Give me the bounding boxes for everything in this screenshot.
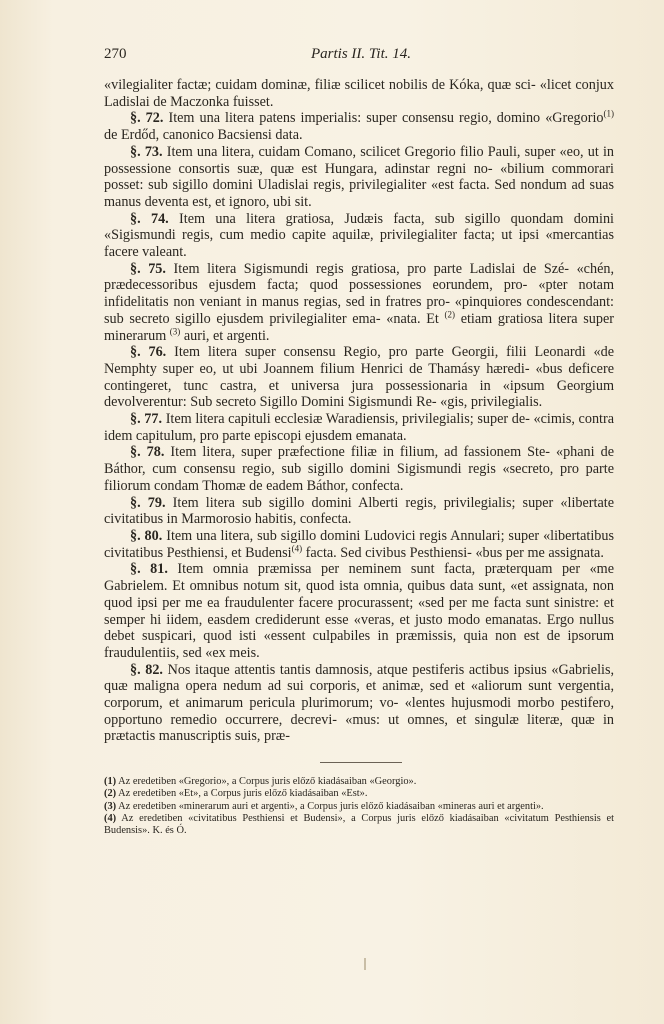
paragraph-74: §. 74. Item una litera gratiosa, Judæis facta, sub sigillo quondam domini «Sigismundi regis, cum medio capite aquilæ, privilegialiter facta; ut ipsi «mercantias facere valeant. — [104, 210, 614, 261]
paragraph-82: §. 82. Nos itaque attentis tantis damnosis, atque pestiferis actibus ipsius «Gabrielis, quæ maligna opera nedum ad sui corporis, et animæ, sed et «aliorum sunt vergentia, corporum, et animarum pericula plurimorum; vo- «lentes hujusmodi morbo pestifero, opportuno remedio occurrere, decrevi- «mus: ut omnes, et singulæ literæ, quæ in prætactis manuscriptis suis, præ- — [104, 661, 615, 745]
footnote-ref[interactable]: (2) — [444, 309, 455, 320]
section-number: §. 73. — [130, 143, 163, 160]
footnote-ref[interactable]: (4) — [291, 542, 303, 553]
paragraph-continuation: «vilegialiter factæ; cuidam dominæ, filiæ scilicet nobilis de Kóka, quæ sci- «licet conjux Ladislai de Maczonka fuisset. — [104, 77, 614, 110]
running-header — [104, 46, 618, 63]
paragraph-81: §. 81. Item omnia præmissa per neminem sunt facta, præterquam per «me Gabrielem. Et omnibus notum sit, quod ista omnia, quibus data sunt, «et assignata, non quod ipsi per me ea fraudulenter facere procurassent; «sed per me facta sunt sinistre: et semper hi iidem, easdem crediderunt esse «veras, et justo modo emanatas. Ergo nullus debet suspicari, quod isti «essent culpabiles in præmissis, quia non est de ipsorum fraudulentiis, sed «ex meis. — [104, 561, 615, 661]
paragraph-76: §. 76. Item litera super consensu Regio, pro parte Georgii, filii Leonardi «de Nemphty super eo, ut ubi Joannem filium Henrici de Thamásy hæredi- «bus deficere contingeret, tunc castra, et universa jura possessionaria in «ipsum Georgium devolverentur: Sub secreto Sigillo Domini Sigismundi Re- «gis, privilegialis. — [104, 344, 615, 411]
footnote-ref[interactable]: (3) — [169, 325, 181, 336]
section-number: §. 80. — [130, 527, 163, 544]
section-number: §. 72. — [130, 110, 164, 127]
section-number: §. 75. — [130, 260, 166, 277]
section-number: §. 78. — [130, 444, 165, 461]
section-number: §. 76. — [130, 344, 167, 361]
footnote-divider — [320, 762, 402, 763]
paragraph-78: §. 78. Item litera, super præfectione filiæ in filium, ad fassionem Ste- «phani de Báthor, cum consensu regio, sub sigillo domini Sigismundi regis «secreto, pro parte filiorum condam Thomæ de eadem Báthor, confecta. — [104, 444, 615, 494]
paper-mark — [364, 958, 366, 970]
footnote-2: (2) Az eredetiben «Et», a Corpus juris előző kiadásaiban «Est». — [104, 788, 368, 800]
footnote-1: (1) Az eredetiben «Gregorio», a Corpus juris előző kiadásaiban «Georgio». — [104, 776, 417, 788]
section-number: §. 74. — [130, 210, 169, 227]
footnote-3: (3) Az eredetiben «minerarum auri et argenti», a Corpus juris előző kiadásaiban «mineras auri et argenti». — [104, 800, 544, 812]
paragraph-80: §. 80. Item una litera, sub sigillo domini Ludovici regis Annulari; super «libertatibus civitatibus Pesthiensi, et Budensi$^{(4)}$ facta. Sed civibus Pesthiensi- «bus per me assignata. — [104, 527, 615, 561]
paragraph-73: §. 73. Item una litera, cuidam Comano, scilicet Gregorio filio Pauli, super «eo, ut in possessione consortis suæ, quæ est Hungara, adinstar regni no- «bilium commorari posset: sub sigillo domini Uladislai regis, privilegialiter «est facta. Sed nondum ad suas manus deventa est, et ignoro, ubi sit. — [104, 143, 615, 210]
section-number: §. 81. — [130, 561, 168, 578]
main-text — [104, 77, 618, 745]
footnote-ref[interactable]: (1) — [603, 108, 615, 119]
page-number: 270 — [104, 46, 127, 62]
footnote-4: (4) Az eredetiben «civitatibus Pesthiensi et Budensi», a Corpus juris előző kiadásaiban «civitatum Pesthiensis et Budensis». K. és Ó. — [104, 812, 614, 836]
paragraph-75: §. 75. Item litera Sigismundi regis gratiosa, pro parte Ladislai de Szé- «chén, prædecessoribus ejusdem facta; quod possessiones eorundem, pro- «pter notam infidelitatis non veniant in manus regias, sed in fratres pro- «pinquiores condescendant: sub secreto sigillo ejusdem privilegialiter ema- «nata. Et $^{(2)}$ etiam gratiosa litera super minerarum $^{(3)}$ auri, et argenti. — [104, 260, 615, 344]
paragraph-72: §. 72. Item una litera patens imperialis: super consensu regio, domino «Gregorio$^{(1)}$ de Erdőd, canonico Bacsiensi data. — [104, 108, 615, 144]
footnotes — [104, 776, 618, 837]
paragraph-77: §. 77. Item litera capituli ecclesiæ Waradiensis, privilegialis; super de- «cimis, contra idem capitulum, pro parte episcopi ejusdem emanata. — [104, 411, 614, 444]
running-title: Partis II. Tit. 14. — [310, 46, 411, 62]
paragraph-79: §. 79. Item litera sub sigillo domini Alberti regis, privilegialis; super «libertate civitatibus in Marmorosio habitis, confecta. — [104, 494, 614, 528]
section-number: §. 82. — [130, 661, 163, 678]
section-number: §. 79. — [130, 494, 166, 511]
section-number: §. 77. — [130, 411, 163, 428]
